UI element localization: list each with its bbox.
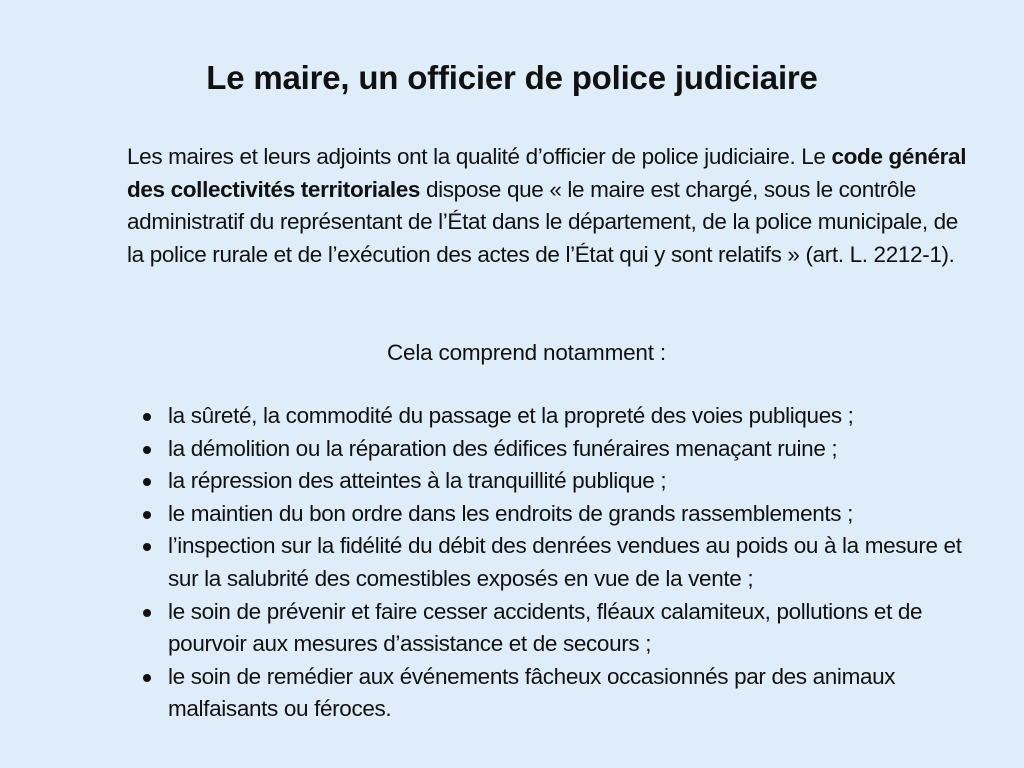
page-title-text: Le maire, un officier de police judiciaire (206, 59, 818, 96)
responsibilities-list (127, 400, 997, 726)
bullet-icon (143, 511, 151, 519)
list-item (127, 530, 997, 595)
bullet-icon (143, 543, 151, 551)
bullet-icon (143, 478, 151, 486)
list-item (127, 661, 997, 726)
list-item-text: la démolition ou la réparation des édifices funéraires menaçant ruine ; (168, 435, 838, 461)
list-lead-text: Cela comprend notamment : (387, 340, 666, 365)
list-item (127, 498, 997, 531)
list-item-text: le soin de remédier aux événements fâcheux occasionnés par des animaux malfaisants ou féroces. (168, 663, 896, 722)
bullet-icon (143, 674, 151, 682)
page-title (0, 56, 1024, 100)
intro-paragraph (127, 141, 977, 271)
bullet-icon (143, 609, 151, 617)
list-item (127, 465, 997, 498)
list-item-text: le maintien du bon ordre dans les endroits de grands rassemblements ; (168, 500, 853, 526)
list-item-text: la répression des atteintes à la tranquillité publique ; (168, 468, 667, 494)
list-item-text: l’inspection sur la fidélité du débit des denrées vendues au poids ou à la mesure et sur la salubrité des comestibles exposés en vue de la vente ; (168, 533, 962, 591)
bullet-icon (143, 413, 151, 421)
list-item (127, 400, 997, 433)
intro-text-part2: dispose que « le maire est chargé, sous le contrôle administratif du représentant de l’État dans le département, de la police municipale, de la police rurale et de l’exécution des actes de l’État qui y sont relatifs » (art. L. 2212-1). (127, 176, 958, 267)
list-item (127, 433, 997, 466)
list-item-text: le soin de prévenir et faire cesser accidents, fléaux calamiteux, pollutions et de pourvoir aux mesures d’assistance et de secours ; (168, 598, 923, 657)
list-item (127, 596, 997, 661)
bullet-icon (143, 446, 151, 454)
intro-text-part1: Les maires et leurs adjoints ont la qualité d’officier de police judiciaire. Le (127, 144, 832, 169)
list-item-text: la sûreté, la commodité du passage et la propreté des voies publiques ; (168, 403, 854, 428)
intro-bold-reference: code général des collectivités territoriales (127, 144, 967, 202)
